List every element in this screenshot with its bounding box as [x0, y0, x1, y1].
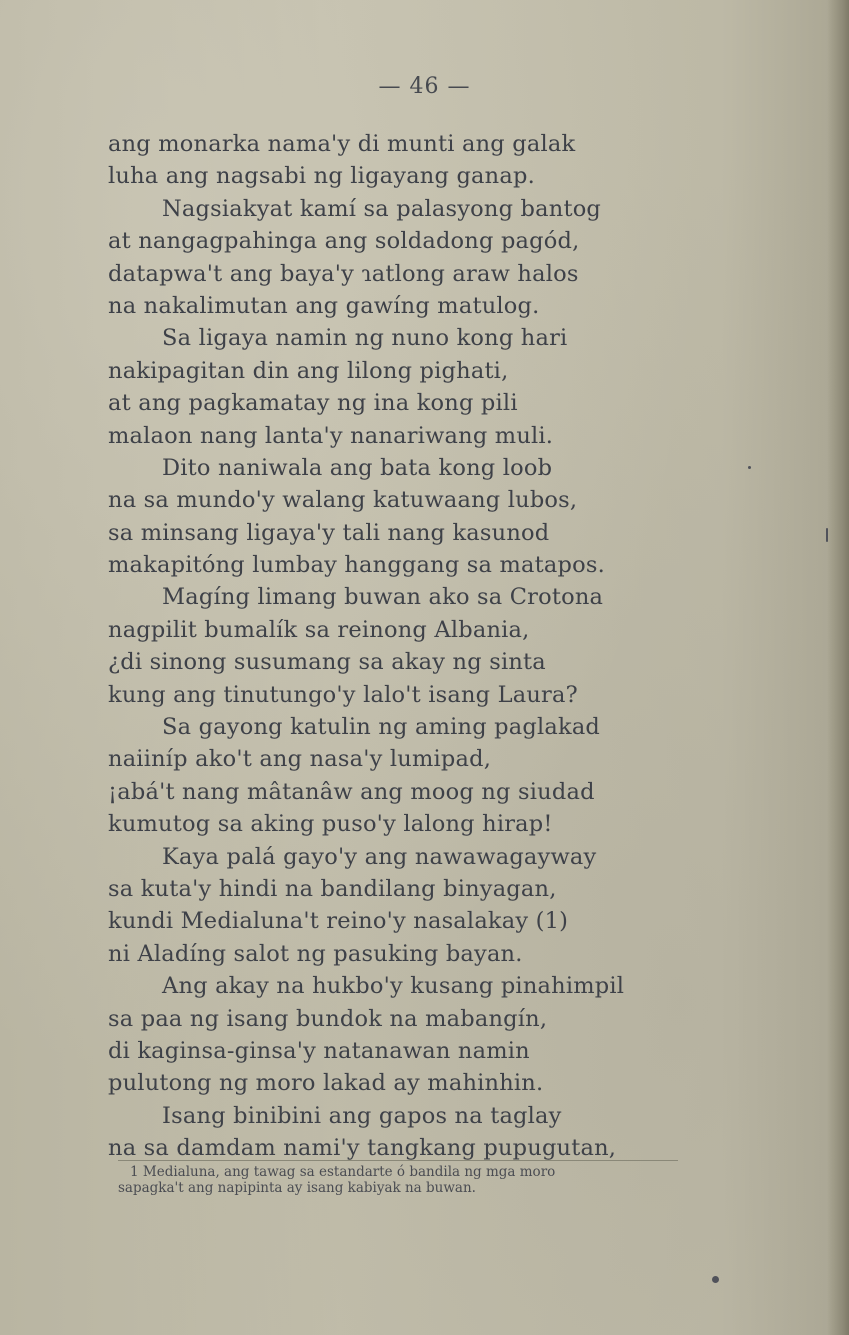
- verse-line: di kaginsa-ginsa'y natanawan namin: [108, 1037, 530, 1064]
- verse-line: Sa gayong katulin ng aming paglakad: [162, 714, 601, 741]
- verse-line: sa paa ng isang bundok na mabangín,: [108, 1005, 548, 1032]
- verse-line: at nangagpahinga ang soldadong pagód,: [108, 228, 580, 255]
- verse-line: ni Aladíng salot ng pasuking bayan.: [108, 940, 523, 967]
- footnote: [118, 1164, 758, 1196]
- verse-line: na nakalimutan ang gawíng matulog.: [108, 292, 540, 319]
- verse-line: Isang binibini ang gapos na taglay: [162, 1102, 562, 1129]
- verse-line: kumutog sa aking puso'y lalong hirap!: [108, 811, 553, 838]
- verse-line: luha ang nagsabi ng ligayang ganap.: [108, 163, 535, 190]
- verse-line: Dito naniwala ang bata kong loob: [162, 454, 553, 481]
- verse-line: Ang akay na hukbo'y kusang pinahimpil: [162, 973, 625, 1000]
- verse-line: sa kuta'y hindi na bandilang binyagan,: [108, 875, 557, 902]
- footnote-line: 1 Medialuna, ang tawag sa estandarte ó bandila ng mga moro: [130, 1164, 556, 1180]
- verse-text: [108, 128, 728, 1165]
- footnote-divider: [118, 1160, 678, 1161]
- verse-line: nakipagitan din ang lilong pighati,: [108, 357, 509, 384]
- verse-line: na sa damdam nami'y tangkang pupugutan,: [108, 1135, 617, 1162]
- verse-line: kung ang tinutungo'y lalo't isang Laura?: [108, 681, 578, 708]
- verse-line: kundi Medialuna't reino'y nasalakay (1): [108, 908, 569, 935]
- verse-line: malaon nang lanta'y nanariwang muli.: [108, 422, 554, 449]
- verse-line: nagpilit bumalík sa reinong Albania,: [108, 616, 530, 643]
- ink-speck: [748, 466, 751, 469]
- verse-line: na sa mundo'y walang katuwaang lubos,: [108, 487, 578, 514]
- verse-line: sa minsang ligaya'y tali nang kasunod: [108, 519, 550, 546]
- verse-line: ¡abá't nang mâtanâw ang moog ng siudad: [108, 778, 595, 805]
- page-number: — 46 —: [378, 74, 471, 99]
- verse-line: pulutong ng moro lakad ay mahinhin.: [108, 1070, 544, 1097]
- verse-line: at ang pagkamatay ng ina kong pili: [108, 390, 518, 417]
- ink-speck: [826, 528, 828, 542]
- verse-line: ¿di sinong susumang sa akay ng sinta: [108, 649, 546, 676]
- verse-line: Magíng limang buwan ako sa Crotona: [162, 584, 604, 611]
- page-edge-shadow: [827, 0, 849, 1335]
- verse-line: Nagsiakyat kamí sa palasyong bantog: [162, 195, 602, 222]
- verse-line: Sa ligaya namin ng nuno kong hari: [162, 325, 568, 352]
- verse-line: datapwa't ang baya'y ɿatlong araw halos: [108, 260, 579, 287]
- footnote-line: sapagka't ang napipinta ay isang kabiyak na buwan.: [118, 1180, 476, 1196]
- verse-line: naiiníp ako't ang nasa'y lumipad,: [108, 746, 492, 773]
- verse-line: Kaya palá gayo'y ang nawawagayway: [162, 843, 597, 870]
- verse-line: ang monarka nama'y di munti ang galak: [108, 131, 576, 157]
- verse-line: makapitóng lumbay hanggang sa matapos.: [108, 552, 605, 579]
- ink-speck: [712, 1276, 719, 1283]
